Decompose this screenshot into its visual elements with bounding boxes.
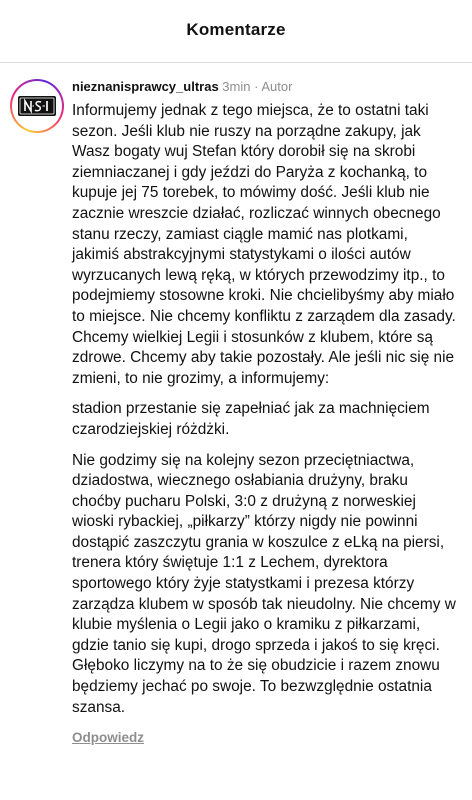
- comment-paragraph-3: Nie godzimy się na kolejny sezon przeciętniactwa, dziadostwa, wiecznego osłabiania drużyny, braku choćby pucharu Polski, 3:0 z drużyną z norweskiej wioski rybackiej, „piłkarzy” którzy nigdy nie powinni dostąpić zaszczytu grania w koszulce z eLką na piersi, trenera który świętuje 1:1 z Lechem, dyrektora sportowego który żyje statystkami i prezesa którzy zarządza klubem w sposób tak nieudolny. Nie chcemy w klubie myślenia o Legii jako o kramiku z piłkarzami, gdzie tanio się kupi, drogo sprzeda i jakoś to się kręci. Głęboko liczymy na to że się obudzicie i razem znowu będziemy jechać po swoje. To bezwzględnie ostatnia szansa.: [72, 451, 456, 716]
- meta-separator: ·: [254, 79, 259, 94]
- comment-paragraph-1: Informujemy jednak z tego miejsca, że to ostatni taki sezon. Jeśli klub nie ruszy na porządne zakupy, jak Wasz bogaty wuj Stefan który dorobił się na skrobi ziemniaczanej i gdy jeździ do Paryża z kochanką, to kupuje jej 75 torebek, to mówimy dość. Jeśli klub nie zacznie wreszcie działać, rozliczać winnych obecnego stanu rzeczy, zamiast ciągle mamić nas plotkami, jakimiś abstrakcyjnymi statystykami o ilości autów wyrzucanych lewą ręką, w których przewodzimy itp., to podejmiemy stosowne kroki. Nie chcielibyśmy aby miało to miejsce. Nie chcemy konfliktu z zarządem dla zasady. Chcemy wielkiej Legii i stosunków z klubem, które są zdrowe. Chcemy aby takie pozostały. Ale jeśli nic się nie zmieni, to nie grozimy, a informujemy:: [72, 102, 456, 387]
- comment-username[interactable]: nieznanisprawcy_ultras: [72, 79, 219, 94]
- comment-body: [72, 77, 456, 747]
- header-bar: [0, 0, 472, 62]
- author-badge: Autor: [261, 79, 293, 94]
- avatar-story-ring[interactable]: [10, 79, 64, 133]
- comment-time: 3min: [222, 79, 251, 94]
- nsi-logo-icon: [17, 95, 57, 117]
- reply-button[interactable]: Odpowiedz: [72, 730, 144, 746]
- page-title: Komentarze: [186, 20, 286, 39]
- avatar-ring-gap: [12, 81, 62, 131]
- avatar[interactable]: [14, 83, 60, 129]
- comment: [0, 63, 472, 747]
- comment-paragraph-2: stadion przestanie się zapełniać jak za machnięciem czarodziejskiej różdżki.: [72, 400, 430, 438]
- comment-meta: [72, 79, 456, 95]
